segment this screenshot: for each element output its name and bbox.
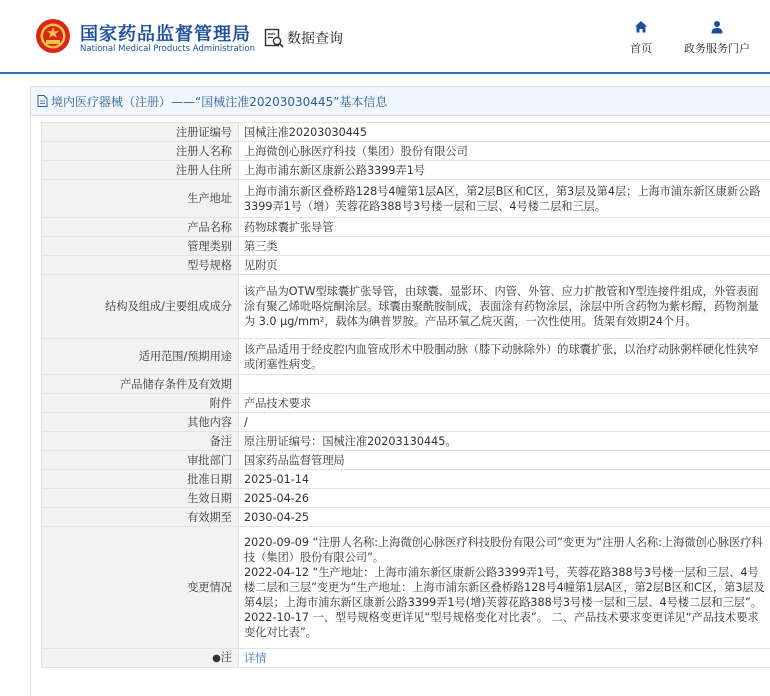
change-history: 2020-09-09 “注册人名称:上海微创心脉医疗科技股份有限公司”变更为“注册人名称:上海微创心脉医疗科技（集团）股份有限公司”。 2022-04-12 “生产地址：上海市浦东新区康新公路3399弄1号，芙蓉花路388号3号楼一层和三层、4号楼二层和三层”变更为“生产地址：上海市浦东新区叠桥路128号4幢第1层A区，第2层B区和C区，第3层及第4层；上海市浦东新区康新公路3399弄1号(增)芙蓉花路388号3号楼一层和三层、4号楼二层和三层”。 2022-10-17 一、型号规格变更详见“型号规格变化对比表”。 二、产品技术要求变更详见“产品技术要求变化对比表”。 — [239, 527, 770, 649]
table-row — [42, 432, 770, 451]
table-row — [42, 161, 770, 180]
field-label: 生效日期 — [42, 489, 239, 508]
field-label: 注册人住所 — [42, 161, 239, 180]
nav-home-label: 首页 — [630, 42, 652, 55]
table-row — [42, 649, 770, 668]
field-value: 2030-04-25 — [239, 508, 770, 527]
field-label: 产品储存条件及有效期 — [42, 375, 239, 394]
table-row — [42, 218, 770, 237]
table-row — [42, 508, 770, 527]
field-label: 适用范围/预期用途 — [42, 339, 239, 375]
table-row — [42, 275, 770, 339]
field-value: 上海市浦东新区叠桥路128号4幢第1层A区，第2层B区和C区，第3层及第4层；上海市浦东新区康新公路3399弄1号（增）芙蓉花路388号3号楼一层和三层、4号楼二层和三层。 — [239, 180, 770, 218]
field-label: 审批部门 — [42, 451, 239, 470]
field-label: 型号规格 — [42, 256, 239, 275]
table-row — [42, 451, 770, 470]
field-value: 国家药品监督管理局 — [239, 451, 770, 470]
field-value — [239, 375, 770, 394]
data-query-link[interactable] — [264, 26, 343, 50]
field-label: 管理类别 — [42, 237, 239, 256]
field-value: 该产品为OTW型球囊扩张导管，由球囊、显影环、内管、外管、应力扩散管和Y型连接件组成，外管表面涂有聚乙烯吡咯烷酮涂层。球囊由聚酰胺制成，表面涂有药物涂层，涂层中所含药物为紫杉醇，药物剂量为 3.0 μg/mm²，载体为碘普罗胺。产品环氧乙烷灭菌，一次性使用。货架有效期24个月。 — [239, 275, 770, 339]
table-row — [42, 123, 770, 142]
field-label: 注册证编号 — [42, 123, 239, 142]
field-value: 产品技术要求 — [239, 394, 770, 413]
table-row — [42, 394, 770, 413]
field-value: / — [239, 413, 770, 432]
field-value: 第三类 — [239, 237, 770, 256]
document-icon — [37, 95, 48, 107]
field-label: 结构及组成/主要组成成分 — [42, 275, 239, 339]
field-value: 药物球囊扩张导管 — [239, 218, 770, 237]
table-row — [42, 470, 770, 489]
field-label: 附件 — [42, 394, 239, 413]
field-value: 上海微创心脉医疗科技（集团）股份有限公司 — [239, 142, 770, 161]
field-label: 注 — [221, 651, 232, 664]
field-label: 产品名称 — [42, 218, 239, 237]
field-value: 国械注准20203030445 — [239, 123, 770, 142]
pin-icon: ● — [212, 653, 221, 664]
national-emblem-icon[interactable] — [35, 18, 71, 54]
field-label: 批准日期 — [42, 470, 239, 489]
field-label: 注册人名称 — [42, 142, 239, 161]
detail-panel — [30, 86, 770, 696]
table-row — [42, 339, 770, 375]
table-row — [42, 237, 770, 256]
table-row — [42, 489, 770, 508]
field-label: 其他内容 — [42, 413, 239, 432]
field-value: 原注册证编号：国械注准20203130445。 — [239, 432, 770, 451]
table-row — [42, 527, 770, 649]
breadcrumb-text: 境内医疗器械（注册）——“国械注准20203030445”基本信息 — [51, 93, 387, 110]
nav-portal-label: 政务服务门户 — [684, 42, 750, 55]
breadcrumb — [31, 87, 770, 116]
site-header — [0, 0, 770, 74]
data-query-icon — [264, 28, 284, 48]
table-row — [42, 375, 770, 394]
field-label: 生产地址 — [42, 180, 239, 218]
agency-name-cn: 国家药品监督管理局 — [80, 20, 251, 46]
user-icon — [710, 20, 724, 34]
table-row — [42, 180, 770, 218]
home-icon — [634, 20, 648, 34]
agency-name-en: National Medical Products Administration — [80, 44, 255, 54]
registration-info-table — [41, 122, 770, 668]
field-label: 有效期至 — [42, 508, 239, 527]
field-value: 见附页 — [239, 256, 770, 275]
field-value: 该产品适用于经皮腔内血管成形术中股腘动脉（膝下动脉除外）的球囊扩张，以治疗动脉粥样硬化性狭窄或闭塞性病变。 — [239, 339, 770, 375]
note-value-cell — [239, 649, 770, 668]
field-label: 备注 — [42, 432, 239, 451]
table-row — [42, 256, 770, 275]
field-value: 上海市浦东新区康新公路3399弄1号 — [239, 161, 770, 180]
nav-home[interactable] — [601, 20, 681, 56]
nav-service-portal[interactable] — [677, 20, 757, 56]
field-value: 2025-01-14 — [239, 470, 770, 489]
data-query-label: 数据查询 — [287, 28, 343, 48]
table-row — [42, 413, 770, 432]
field-label: 变更情况 — [42, 527, 239, 649]
details-link[interactable]: 详情 — [244, 652, 266, 665]
field-value: 2025-04-26 — [239, 489, 770, 508]
table-row — [42, 142, 770, 161]
note-label-cell — [42, 649, 239, 668]
